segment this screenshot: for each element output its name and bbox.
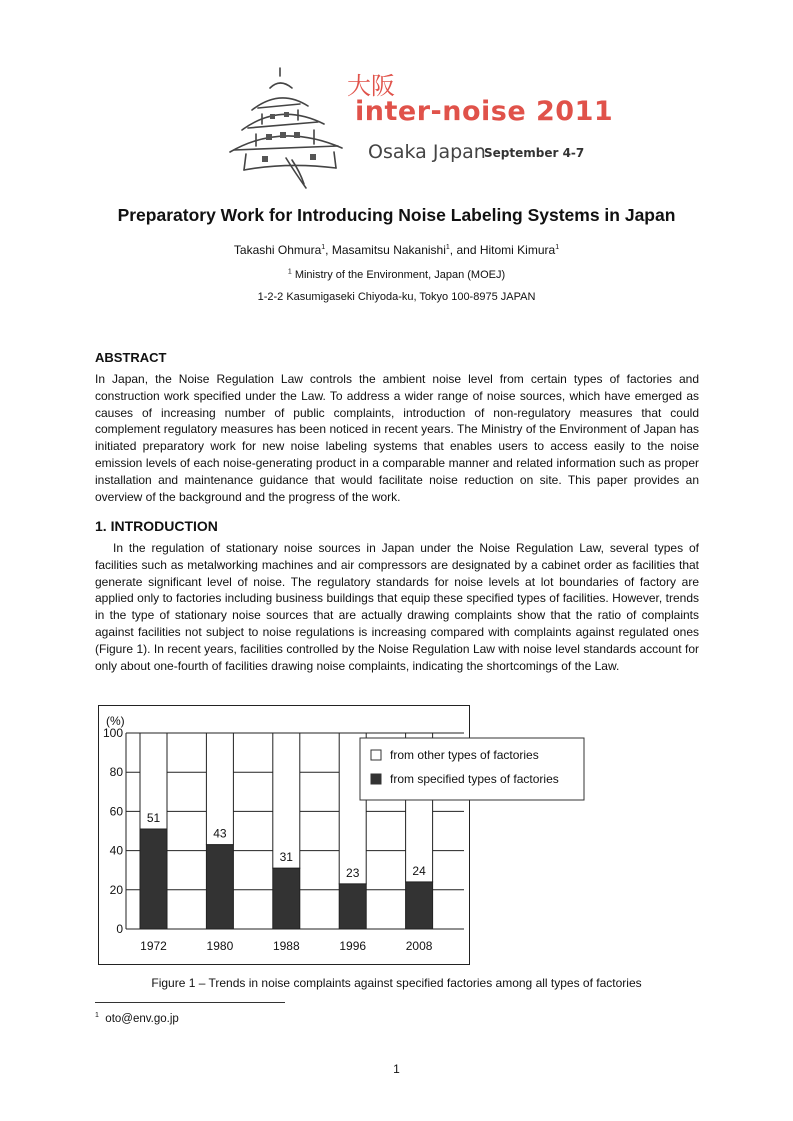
footnote-rule	[95, 1002, 285, 1003]
footnote-marker: 1	[95, 1012, 99, 1020]
introduction-text: In the regulation of stationary noise sources in Japan under the Noise Regulation Law, several types of facilities such as metalworking machines and air compressors are designated by a cabinet order as facilities that generate significant level of noise. The regulatory standards for noise levels at lot boundaries of factory are applied only to factories including business buildings that equip these specified types of facilities. However, trends in the type of stationary noise sources that are actually drawing complaints show that the ratio of complaints against facilities not subject to noise regulations is increasing compared with complaints against regulated ones (Figure 1). In recent years, facilities controlled by the Noise Regulation Law with noise level standards account for only about one-fourth of facilities drawing noise complaints, indicating the shortcomings of the Law.	[95, 541, 699, 673]
data-label: 23	[346, 865, 360, 880]
y-tick-label: 20	[109, 882, 123, 897]
author-affil-marker: 1	[321, 244, 326, 251]
affiliation	[0, 269, 793, 281]
paper-title: Preparatory Work for Introducing Noise Labeling Systems in Japan	[117, 205, 676, 225]
legend-swatch-specified	[371, 774, 381, 784]
x-tick-label: 1980	[206, 939, 234, 953]
author-name: Hitomi Kimura	[479, 243, 556, 257]
x-tick-label: 1996	[339, 939, 367, 953]
y-tick-label: 40	[109, 843, 123, 858]
affiliation-marker: 1	[287, 268, 292, 276]
logo-city: Osaka Japan	[368, 141, 486, 163]
affiliation-name: Ministry of the Environment, Japan (MOEJ)	[294, 269, 506, 281]
bar-specified-factories	[140, 829, 167, 929]
logo-dates: September 4-7	[484, 146, 585, 160]
y-axis-unit: (%)	[106, 714, 125, 728]
bar-other-factories	[273, 733, 300, 868]
author-separator: ,	[325, 243, 332, 257]
y-tick-label: 100	[102, 726, 123, 740]
author-separator: , and	[449, 243, 480, 257]
logo-kanji: 大阪	[347, 72, 395, 100]
data-label: 31	[279, 850, 293, 865]
bar-specified-factories	[273, 868, 300, 929]
footnote-email: oto@env.go.jp	[105, 1013, 179, 1025]
y-tick-label: 0	[116, 922, 123, 936]
bar-specified-factories	[339, 884, 366, 929]
x-tick-label: 1972	[140, 939, 167, 953]
data-label: 43	[213, 826, 227, 841]
logo-title: inter-noise 2011	[355, 96, 614, 127]
legend-swatch-other	[371, 750, 381, 760]
data-label: 51	[146, 811, 161, 826]
page-number: 1	[393, 1062, 400, 1076]
figure-caption: Figure 1 – Trends in noise complaints against specified factories among all types of factories	[151, 976, 642, 990]
author-list	[0, 243, 793, 257]
author-affil-marker: 1	[445, 244, 450, 251]
introduction-heading: 1. INTRODUCTION	[95, 518, 218, 534]
abstract-text: In Japan, the Noise Regulation Law controls the ambient noise level from certain types of factories and construction work specified under the Law. To address a wider range of noise sources, which have emerged as causes of increasing number of public complaints, introduction of non-regulatory measures that could complement regulatory measures has been noticed in recent years. The Ministry of the Environment of Japan has initiated preparatory work for new noise labeling systems that enables users to access easily to the noise emission levels of each noise-generating product in a comparable manner and related information such as proper installation and maintenance guidance that would facilitate noise reduction on site. This paper provides an overview of the background and the progress of the work.	[95, 372, 699, 504]
stacked-bar-chart	[98, 705, 588, 967]
x-tick-label: 2008	[405, 939, 433, 953]
bar-specified-factories	[206, 845, 233, 929]
address: 1-2-2 Kasumigaseki Chiyoda-ku, Tokyo 100-8975 JAPAN	[257, 291, 536, 303]
footnote	[95, 1013, 179, 1025]
author-affil-marker: 1	[555, 244, 560, 251]
legend-label-specified: from specified types of factories	[390, 772, 559, 786]
author-name: Masamitsu Nakanishi	[331, 243, 446, 257]
y-tick-label: 80	[109, 765, 123, 780]
bar-specified-factories	[406, 882, 433, 929]
y-tick-label: 60	[109, 804, 123, 819]
author-name: Takashi Ohmura	[233, 243, 322, 257]
data-label: 24	[412, 863, 426, 878]
abstract-heading: ABSTRACT	[95, 350, 167, 365]
x-tick-label: 1988	[272, 939, 300, 953]
legend-label-other: from other types of factories	[390, 748, 539, 762]
